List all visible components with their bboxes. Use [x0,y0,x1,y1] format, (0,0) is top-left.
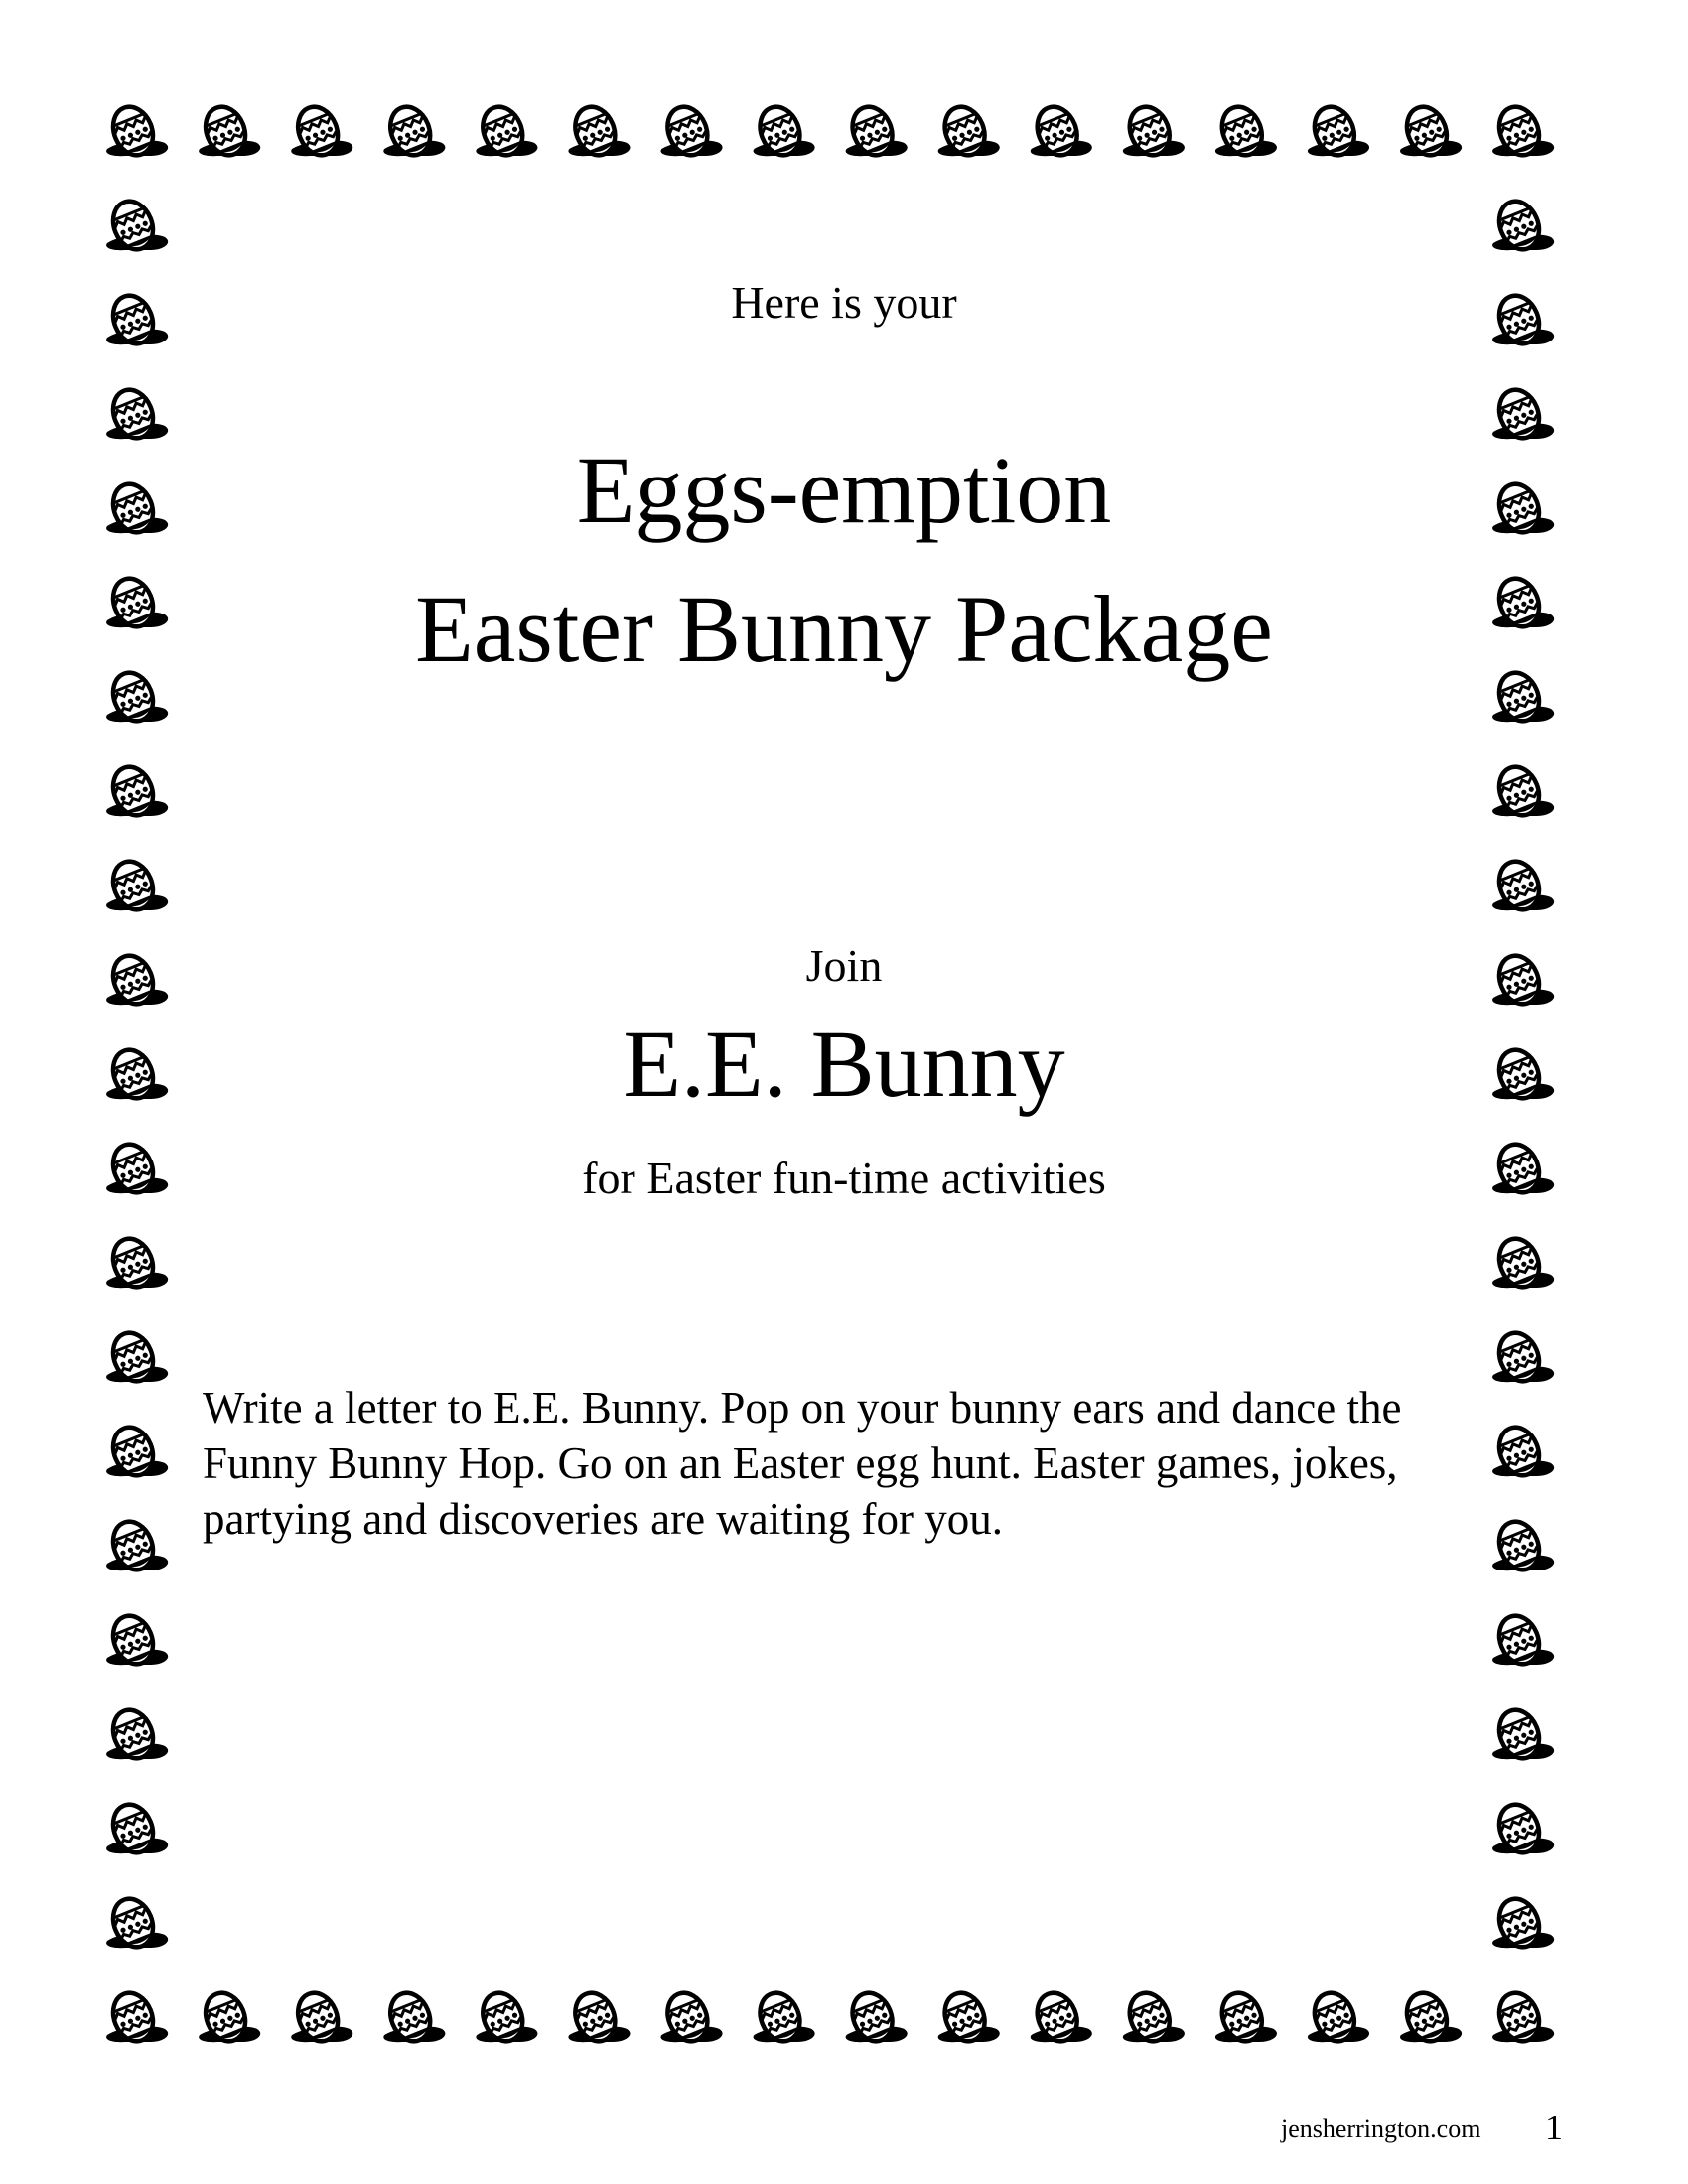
decorated-egg-icon [106,1327,168,1388]
decorated-egg-icon [106,856,168,916]
decorated-egg-icon [1492,1893,1554,1954]
decorated-egg-icon [660,1987,722,2048]
decorated-egg-icon [106,196,168,256]
title-line-2: Easter Bunny Package [415,576,1273,682]
title-line-1: Eggs-emption [576,437,1112,543]
decorated-egg-icon [106,1516,168,1576]
decorated-egg-icon [106,1893,168,1954]
decorated-egg-icon [753,1987,814,2048]
decorated-egg-icon [1492,1516,1554,1576]
bunny-name: E.E. Bunny [623,1011,1065,1117]
decorated-egg-icon [1031,1987,1092,2048]
decorated-egg-icon [383,101,445,162]
decorated-egg-icon [106,1799,168,1859]
decorated-egg-icon [846,1987,908,2048]
decorated-egg-icon [1492,1705,1554,1765]
decorated-egg-icon [383,1987,445,2048]
decorated-egg-icon [1308,101,1369,162]
footer-website: jensherrington.com [1281,2115,1481,2143]
decorated-egg-icon [1492,1799,1554,1859]
decorated-egg-icon [106,1233,168,1294]
intro-text: Here is your [731,277,957,328]
decorated-egg-icon [199,1987,260,2048]
decorated-egg-icon [846,101,908,162]
decorated-egg-icon [1492,196,1554,256]
decorated-egg-icon [106,1987,168,2048]
page-number: 1 [1545,2108,1563,2147]
body-paragraph: Write a letter to E.E. Bunny. Pop on your bunny ears and dance the Funny Bunny Hop. Go on an Easter egg hunt. Easter games, jokes, partying and discoveries are waiting for you. [203,1383,1402,1544]
join-text: Join [805,940,883,991]
decorated-egg-icon [1492,1422,1554,1482]
decorated-egg-icon [1031,101,1092,162]
decorated-egg-icon [938,101,1000,162]
decorated-egg-icon [1400,1987,1462,2048]
decorated-egg-icon [1123,1987,1185,2048]
decorated-egg-icon [106,1610,168,1671]
decorated-egg-icon [1492,856,1554,916]
decorated-egg-icon [1492,101,1554,162]
decorated-egg-icon [1215,1987,1277,2048]
decorated-egg-icon [106,101,168,162]
decorated-egg-icon [753,101,814,162]
decorated-egg-icon [568,1987,630,2048]
decorated-egg-icon [1492,1987,1554,2048]
decorated-egg-icon [1492,1610,1554,1671]
tagline: for Easter fun-time activities [582,1153,1106,1203]
decorated-egg-icon [938,1987,1000,2048]
decorated-egg-icon [106,761,168,822]
decorated-egg-icon [199,101,260,162]
decorated-egg-icon [106,1705,168,1765]
decorated-egg-icon [106,1422,168,1482]
decorated-egg-icon [660,101,722,162]
decorated-egg-icon [476,1987,537,2048]
decorated-egg-icon [1492,1233,1554,1294]
decorated-egg-icon [1492,761,1554,822]
decorated-egg-icon [1308,1987,1369,2048]
decorated-egg-icon [1215,101,1277,162]
decorated-egg-icon [291,1987,352,2048]
decorated-egg-icon [1400,101,1462,162]
decorated-egg-icon [291,101,352,162]
decorated-egg-icon [476,101,537,162]
decorated-egg-icon [1492,1327,1554,1388]
decorated-egg-icon [568,101,630,162]
decorated-egg-icon [1123,101,1185,162]
